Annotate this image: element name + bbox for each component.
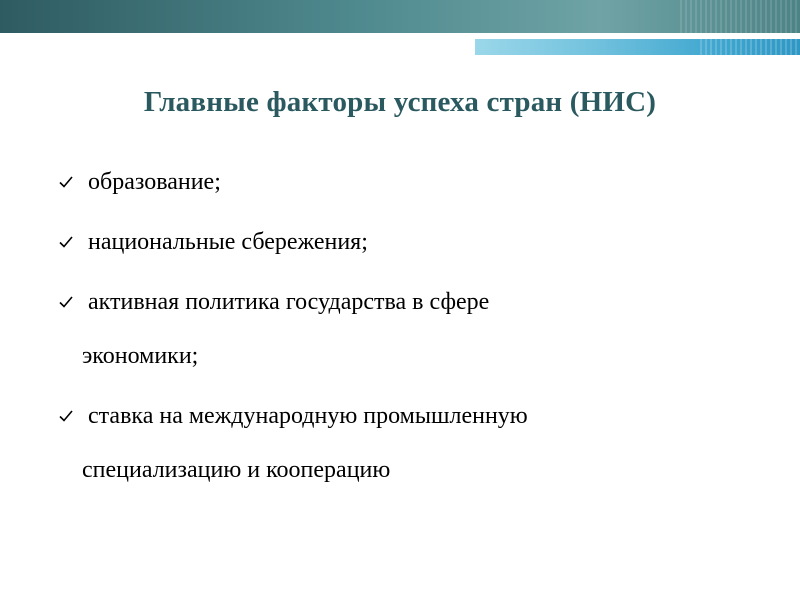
bullet-list — [60, 155, 760, 503]
header-band-stripes — [680, 0, 800, 33]
bullet-text-continuation: экономики; — [82, 343, 199, 369]
bullet-item — [60, 155, 760, 209]
bullet-item — [60, 215, 760, 269]
checkmark-icon — [58, 389, 78, 443]
bullet-text-continuation: специализацию и кооперацию — [82, 457, 391, 483]
bullet-item — [60, 275, 760, 383]
bullet-text: активная политика государства в сфере — [88, 289, 490, 315]
bullet-item — [60, 389, 760, 497]
slide-title: Главные факторы успеха стран (НИС) — [143, 86, 657, 118]
checkmark-icon — [58, 215, 78, 269]
bullet-text: образование; — [88, 169, 221, 195]
bullet-text: национальные сбережения; — [88, 229, 368, 255]
accent-band-stripes — [700, 39, 800, 55]
checkmark-icon — [58, 275, 78, 329]
checkmark-icon — [58, 155, 78, 209]
bullet-text: ставка на международную промышленную — [88, 403, 528, 429]
